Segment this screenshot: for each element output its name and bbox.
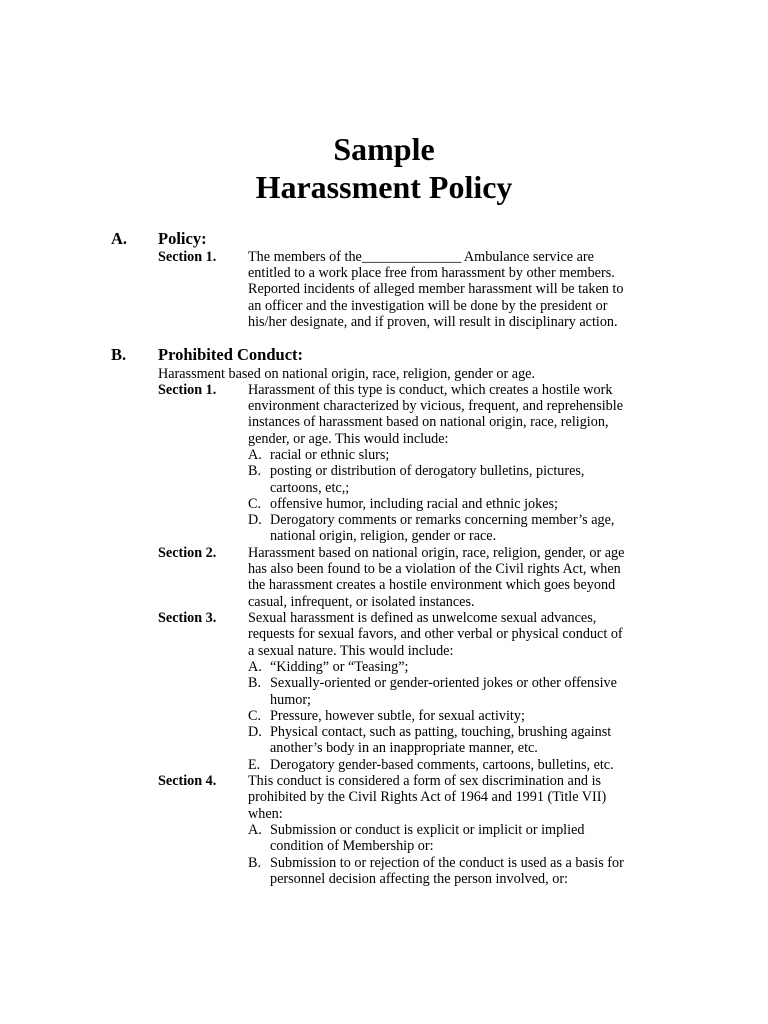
section-a-1-label: Section 1.: [158, 249, 217, 265]
list-item-marker: D.: [248, 512, 262, 528]
list-item-marker: B.: [248, 463, 262, 479]
section-b-3-label: Section 3.: [158, 610, 217, 626]
list-item-text: Sexually-oriented or gender-oriented jokes or other offensive: [270, 675, 617, 691]
section-b-3-line: Sexual harassment is defined as unwelcome sexual advances,: [248, 610, 597, 626]
list-item-text: Submission to or rejection of the conduct is used as a basis for: [270, 855, 624, 871]
list-item-text: offensive humor, including racial and ethnic jokes;: [270, 496, 558, 512]
document-title-line-1: Sample: [333, 131, 435, 167]
list-item-text: racial or ethnic slurs;: [270, 447, 390, 463]
section-a-heading: Policy:: [158, 229, 207, 248]
section-b-1-line: Harassment of this type is conduct, which creates a hostile work: [248, 382, 613, 398]
section-b-2-line: Harassment based on national origin, race, religion, gender, or age: [248, 545, 625, 561]
list-item-text: national origin, religion, gender or race.: [270, 528, 497, 544]
list-item-marker: B.: [248, 675, 262, 691]
section-b-4-label: Section 4.: [158, 773, 217, 789]
list-item-text: another’s body in an inappropriate manner, etc.: [270, 740, 538, 756]
section-b-3-line: a sexual nature. This would include:: [248, 643, 454, 659]
document-title-line-2: Harassment Policy: [255, 169, 513, 205]
list-item-marker: C.: [248, 708, 262, 724]
list-item-text: Derogatory comments or remarks concerning member’s age,: [270, 512, 615, 528]
section-a-1-line: an officer and the investigation will be done by the president or: [248, 298, 608, 314]
section-a-letter: A.: [111, 229, 128, 248]
list-item-marker: D.: [248, 724, 262, 740]
section-b-intro: Harassment based on national origin, race, religion, gender or age.: [158, 366, 536, 382]
section-b-2-line: has also been found to be a violation of the Civil rights Act, when: [248, 561, 621, 577]
section-b-heading: Prohibited Conduct:: [158, 345, 304, 364]
list-item-marker: A.: [248, 447, 262, 463]
list-item-marker: C.: [248, 496, 262, 512]
list-item-text: cartoons, etc,;: [270, 480, 350, 496]
section-b-3-line: requests for sexual favors, and other verbal or physical conduct of: [248, 626, 623, 642]
section-b-4-line: This conduct is considered a form of sex discrimination and is: [248, 773, 602, 789]
section-b-2-line: the harassment creates a hostile environment which goes beyond: [248, 577, 616, 593]
section-b-letter: B.: [111, 345, 127, 364]
section-b-1-line: instances of harassment based on national origin, race, religion,: [248, 414, 609, 430]
section-b-4-line: when:: [248, 806, 283, 822]
list-item-marker: A.: [248, 659, 262, 675]
section-a-1-line: Reported incidents of alleged member harassment will be taken to: [248, 281, 624, 297]
section-b-1-line: environment characterized by vicious, frequent, and reprehensible: [248, 398, 624, 414]
section-a-1-line: entitled to a work place free from harassment by other members.: [248, 265, 615, 281]
list-item-text: personnel decision affecting the person involved, or:: [270, 871, 568, 887]
list-item-text: Pressure, however subtle, for sexual activity;: [270, 708, 525, 724]
section-a-1-line: his/her designate, and if proven, will result in disciplinary action.: [248, 314, 618, 330]
list-item-marker: E.: [248, 757, 261, 773]
list-item-text: posting or distribution of derogatory bulletins, pictures,: [270, 463, 585, 479]
list-item-text: humor;: [270, 692, 311, 708]
section-b-1-line: gender, or age. This would include:: [248, 431, 449, 447]
list-item-text: condition of Membership or:: [270, 838, 434, 854]
section-b-2-label: Section 2.: [158, 545, 217, 561]
list-item-marker: B.: [248, 855, 262, 871]
section-a-1-line: The members of the______________ Ambulance service are: [248, 249, 594, 265]
list-item-text: “Kidding” or “Teasing”;: [270, 659, 409, 675]
list-item-text: Submission or conduct is explicit or implicit or implied: [270, 822, 585, 838]
section-b-4-line: prohibited by the Civil Rights Act of 1964 and 1991 (Title VII): [248, 789, 607, 805]
section-b-1-label: Section 1.: [158, 382, 217, 398]
list-item-marker: A.: [248, 822, 262, 838]
list-item-text: Physical contact, such as patting, touching, brushing against: [270, 724, 612, 740]
list-item-text: Derogatory gender-based comments, cartoons, bulletins, etc.: [270, 757, 614, 773]
section-b-2-line: casual, infrequent, or isolated instances.: [248, 594, 475, 610]
